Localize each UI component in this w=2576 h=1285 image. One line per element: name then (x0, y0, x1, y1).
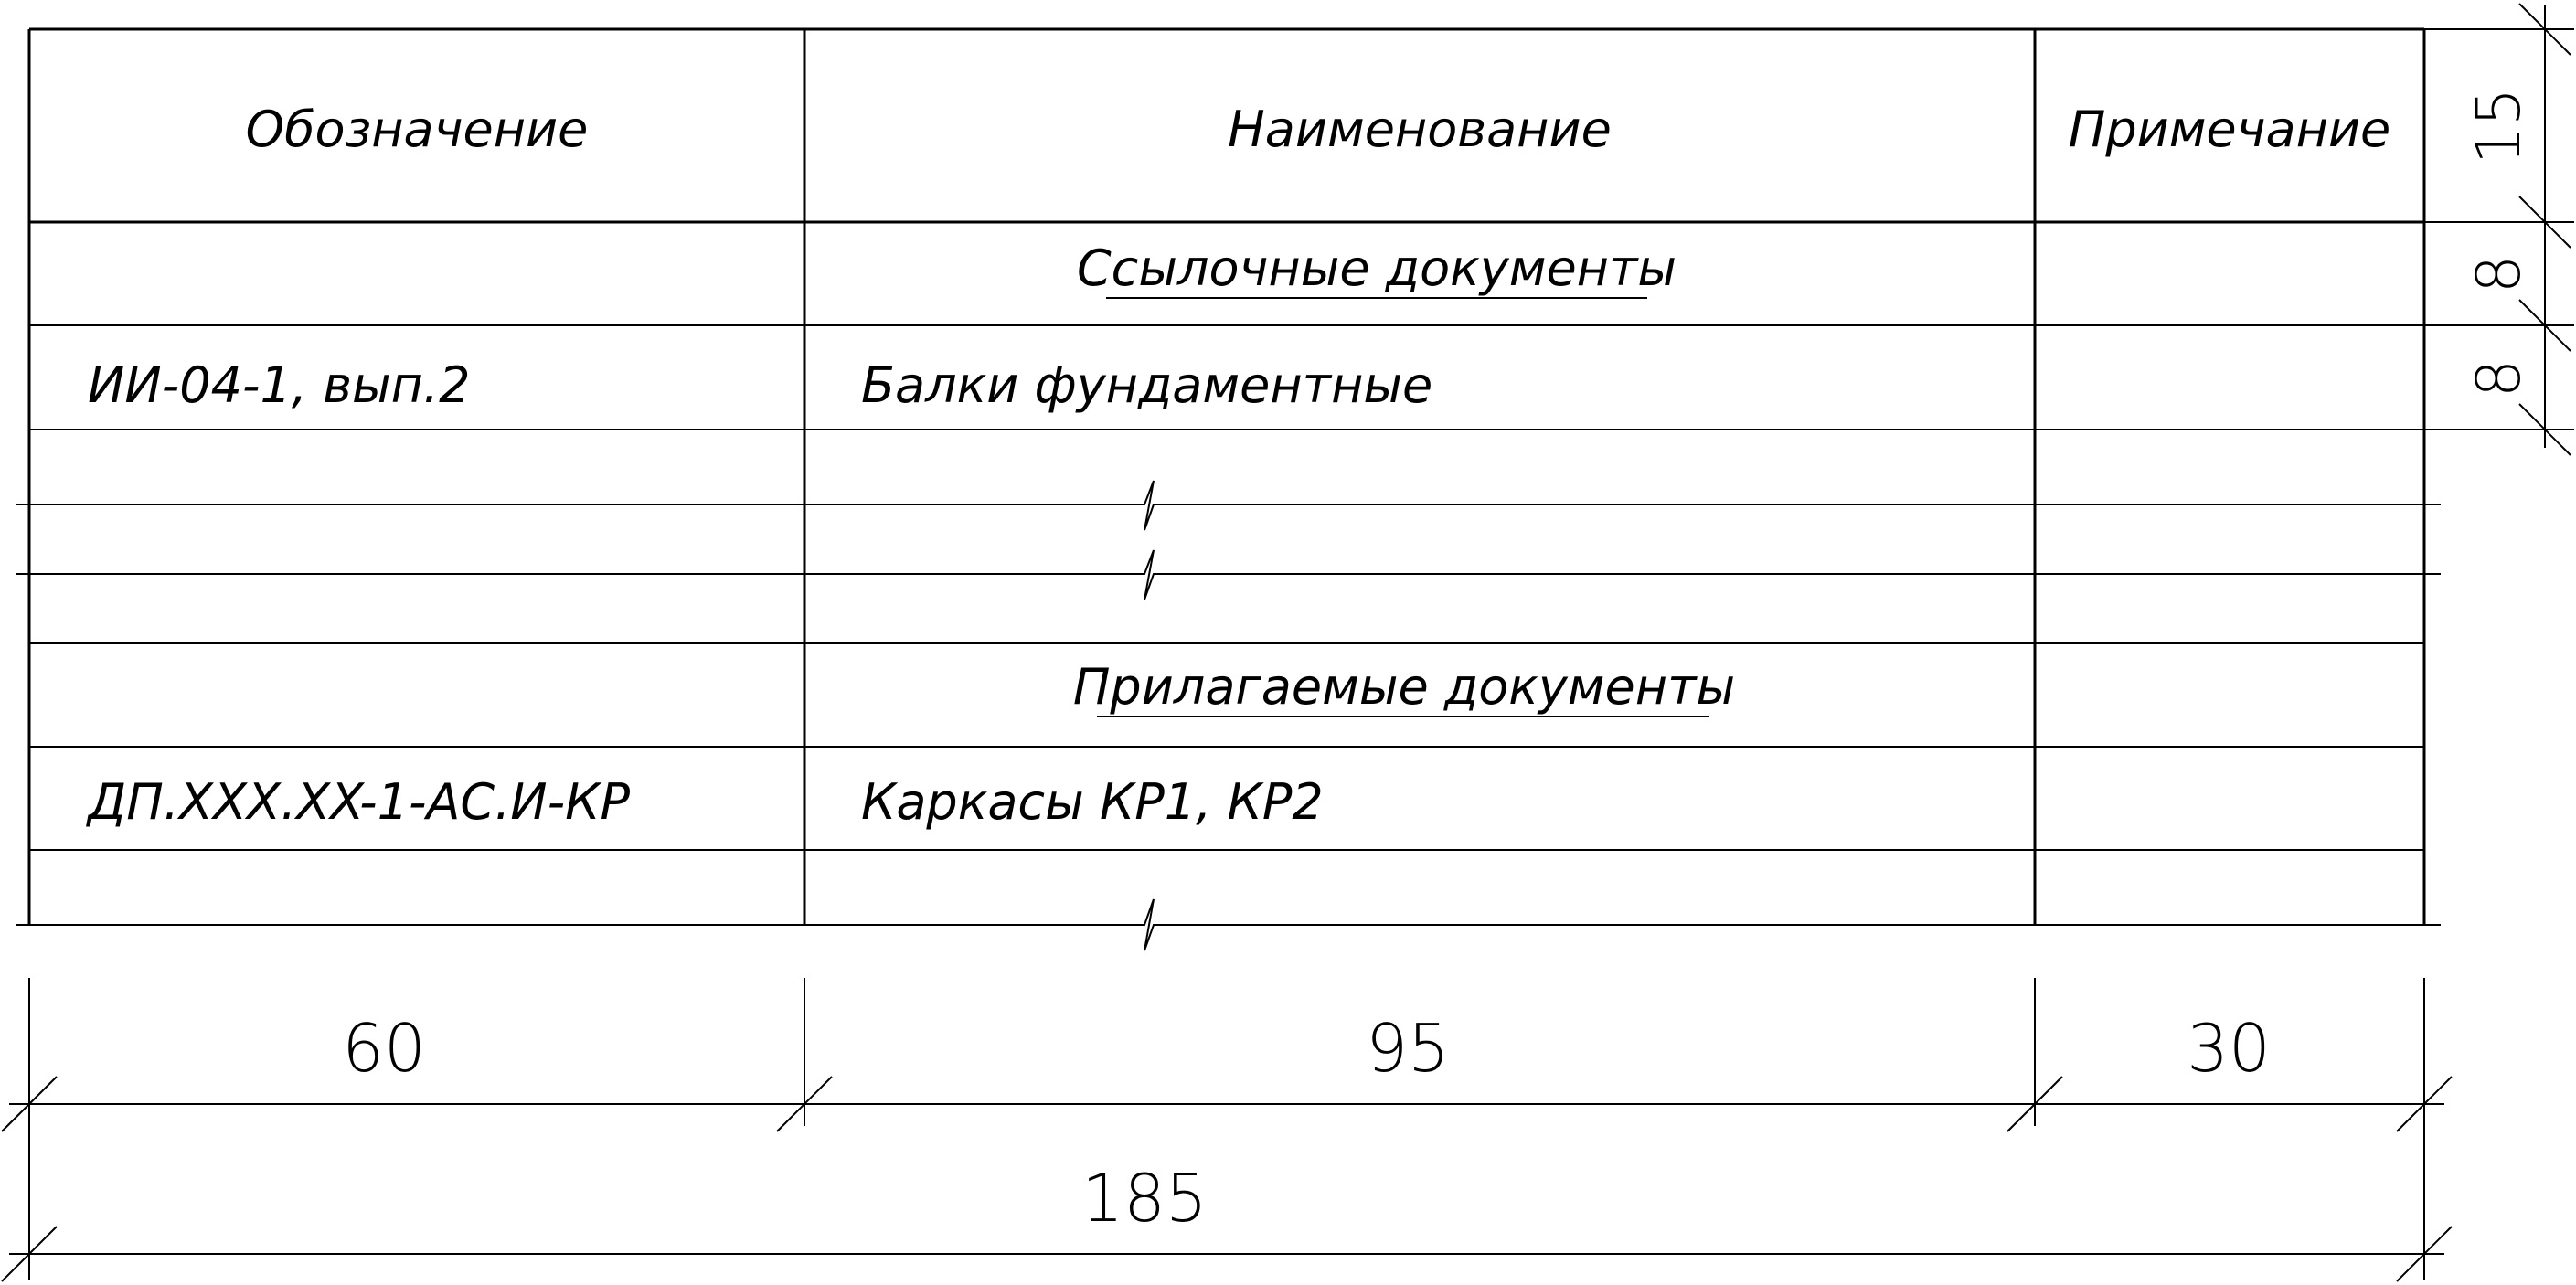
dimension-row-2: 8 (2464, 255, 2534, 293)
header-note: Примечание (2068, 101, 2391, 158)
header-name: Наименование (1228, 101, 1612, 158)
row-designation: ДП.XXX.XX-1-АС.И-КР (88, 773, 631, 831)
header-designation: Обозначение (245, 101, 589, 158)
dimension-total: 185 (1081, 1160, 1208, 1237)
row-designation: ИИ-04-1, вып.2 (88, 356, 471, 414)
dimension-col-2: 95 (1366, 1010, 1450, 1087)
dimension-row-1: 15 (2464, 88, 2534, 165)
row-name: Каркасы КР1, КР2 (861, 773, 1324, 831)
section-title-referenced: Ссылочные документы (1076, 239, 1677, 297)
section-title-attached: Прилагаемые документы (1072, 658, 1736, 716)
row-name: Балки фундаментные (861, 356, 1433, 414)
dimension-row-3: 8 (2464, 359, 2534, 398)
dimension-col-3: 30 (2187, 1010, 2271, 1087)
dimension-col-1: 60 (342, 1010, 426, 1087)
